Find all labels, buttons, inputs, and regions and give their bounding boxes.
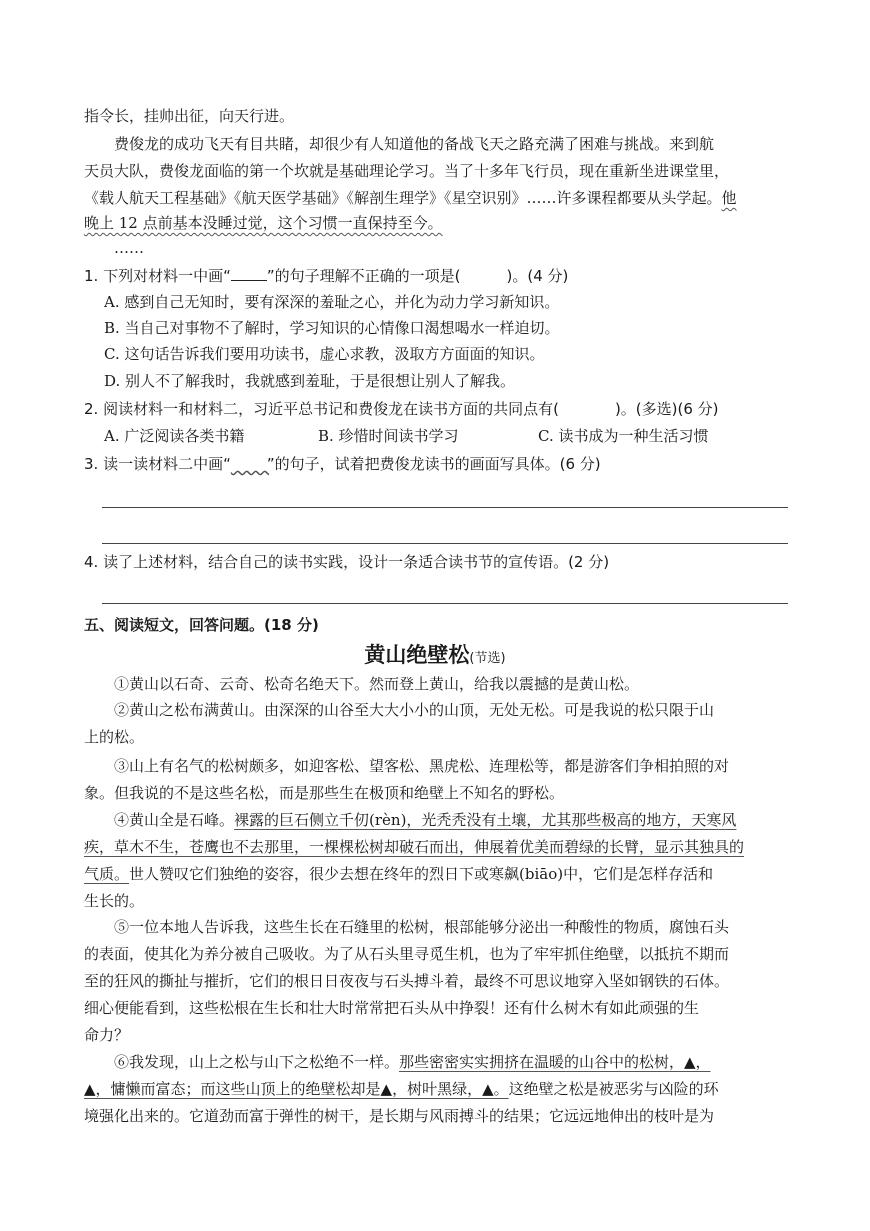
option-b: B. 珍惜时间读书学习 <box>318 427 459 445</box>
question-text: ”的句子理解不正确的一项是( <box>266 267 461 285</box>
underlined-text: 裸露的巨石侧立千仞(rèn)，光秃秃没有土壤，尤其那些极高的地方，天寒风 <box>234 811 737 829</box>
question-1 <box>84 266 790 286</box>
option-c: C. 这句话告诉我们要用功读书，虚心求教，汲取方方面面的知识。 <box>104 345 545 363</box>
option-a: A. 广泛阅读各类书籍 <box>104 427 245 445</box>
material-line <box>84 188 790 208</box>
paragraph-6-cont: 境强化出来的。它道劲而富于弹性的树干，是长期与风雨搏斗的结果；它远远地伸出的枝叶是为 <box>84 1107 715 1125</box>
paragraph-6-cont <box>84 1079 790 1099</box>
question-text: 3. 读一读材料二中画“ <box>84 455 231 473</box>
question-2-options <box>104 426 810 446</box>
paragraph-5-cont: 细心便能看到，这些松根在生长和壮大时常常把石头从中挣裂！还有什么树木有如此顽强的生 <box>84 999 700 1017</box>
paragraph-5-cont: 至的狂风的撕扯与摧折，它们的根日日夜夜与石头搏斗着，最终不可思议地穿入坚如钢铁的石体。 <box>84 972 730 990</box>
question-text: 1. 下列对材料一中画“ <box>84 267 231 285</box>
paragraph-6 <box>114 1052 790 1072</box>
question-text: )。(4 分) <box>506 267 569 285</box>
question-2 <box>84 399 790 419</box>
option-b: B. 当自己对事物不了解时，学习知识的心情像口渴想喝水一样迫切。 <box>104 319 560 337</box>
question-4: 4. 读了上述材料，结合自己的读书实践，设计一条适合读书节的宣传语。(2 分) <box>84 553 610 571</box>
straight-underline-mark <box>231 266 267 281</box>
ellipsis: …… <box>114 239 144 257</box>
title-note: (节选) <box>469 651 506 666</box>
material-text: 《载人航天工程基础》《航天医学基础》《解剖生理学》《星空识别》……许多课程都要从头学起。 <box>84 189 722 207</box>
underlined-text: 那些密密实实拥挤在温暖的山谷中的松树，▲， <box>399 1053 711 1071</box>
underlined-text: 疾，草木不生，苍鹰也不去那里，一棵棵松树却破石而出，伸展着优美而碧绿的长臂，显示其独具的 <box>84 838 745 856</box>
paragraph-2: ②黄山之松布满黄山。由深深的山谷至大大小小的山顶，无处无松。可是我说的松只限于山 <box>114 701 715 719</box>
paragraph-text: ④黄山全是石峰。 <box>114 811 235 829</box>
title-text: 黄山绝壁松 <box>364 643 470 667</box>
paragraph-3-cont: 象。但我说的不是这些名松，而是那些生在极顶和绝壁上不知名的野松。 <box>84 784 565 802</box>
paragraph-text: 这绝壁之松是被恶劣与凶险的环 <box>508 1080 719 1098</box>
question-text: 2. 阅读材料一和材料二，习近平总书记和费俊龙在读书方面的共同点有( <box>84 400 559 418</box>
paragraph-2-cont: 上的松。 <box>84 728 145 746</box>
wavy-underlined-text: 他 <box>721 189 737 207</box>
paragraph-4-cont: 生长的。 <box>84 892 145 910</box>
wavy-underlined-text: 晚上 12 点前基本没睡过觉，这个习惯一直保持至今。 <box>84 214 443 232</box>
question-text: )。(多选)(6 分) <box>614 400 719 418</box>
option-c: C. 读书成为一种生活习惯 <box>538 427 709 445</box>
paragraph-3: ③山上有名气的松树颇多，如迎客松、望客松、黑虎松、连理松等，都是游客们争相拍照的对 <box>114 757 730 775</box>
answer-line[interactable] <box>102 543 788 544</box>
paragraph-4-cont <box>84 837 790 857</box>
paragraph-5-cont: 命力？ <box>84 1026 130 1044</box>
underlined-text: ▲，慵懒而富态；而这些山顶上的绝壁松却是▲，树叶黑绿，▲。 <box>84 1080 509 1098</box>
paragraph-4 <box>114 810 790 830</box>
answer-line[interactable] <box>102 507 788 508</box>
section-heading: 五、阅读短文，回答问题。(18 分) <box>84 616 319 634</box>
option-a: A. 感到自己无知时，要有深深的羞耻之心，并化为动力学习新知识。 <box>104 293 560 311</box>
paragraph-5: ⑤一位本地人告诉我，这些生长在石缝里的松树，根部能够分泌出一种酸性的物质，腐蚀石头 <box>114 918 730 936</box>
passage-title <box>0 642 870 672</box>
material-line <box>84 213 790 233</box>
answer-line[interactable] <box>102 603 788 604</box>
question-3 <box>84 454 790 474</box>
paragraph-text: ⑥我发现，山上之松与山下之松绝不一样。 <box>114 1053 400 1071</box>
paragraph-5-cont: 的表面，使其化为养分被自己吸收。为了从石头里寻觅生机，也为了牢牢抓住绝壁，以抵抗不期而 <box>84 945 730 963</box>
paragraph-1: ①黄山以石奇、云奇、松奇名绝天下。然而登上黄山，给我以震撼的是黄山松。 <box>114 675 640 693</box>
paragraph-4-cont <box>84 864 790 884</box>
paragraph-text: 世人赞叹它们独绝的姿容，很少去想在终年的烈日下或寒飙(biāo)中，它们是怎样存活和 <box>129 865 714 883</box>
question-text: ”的句子，试着把费俊龙读书的画面写具体。(6 分) <box>266 455 601 473</box>
material-line: 指令长，挂帅出征，向天行进。 <box>84 107 295 125</box>
material-line: 天员大队，费俊龙面临的第一个坎就是基础理论学习。当了十多年飞行员，现在重新坐进课堂里， <box>84 162 730 180</box>
underlined-text: 气质。 <box>84 865 130 883</box>
material-line: 费俊龙的成功飞天有目共睹，却很少有人知道他的备战飞天之路充满了困难与挑战。来到航 <box>114 135 715 153</box>
wavy-underline-mark <box>231 454 267 468</box>
option-d: D. 别人不了解我时，我就感到羞耻，于是很想让别人了解我。 <box>104 372 516 390</box>
